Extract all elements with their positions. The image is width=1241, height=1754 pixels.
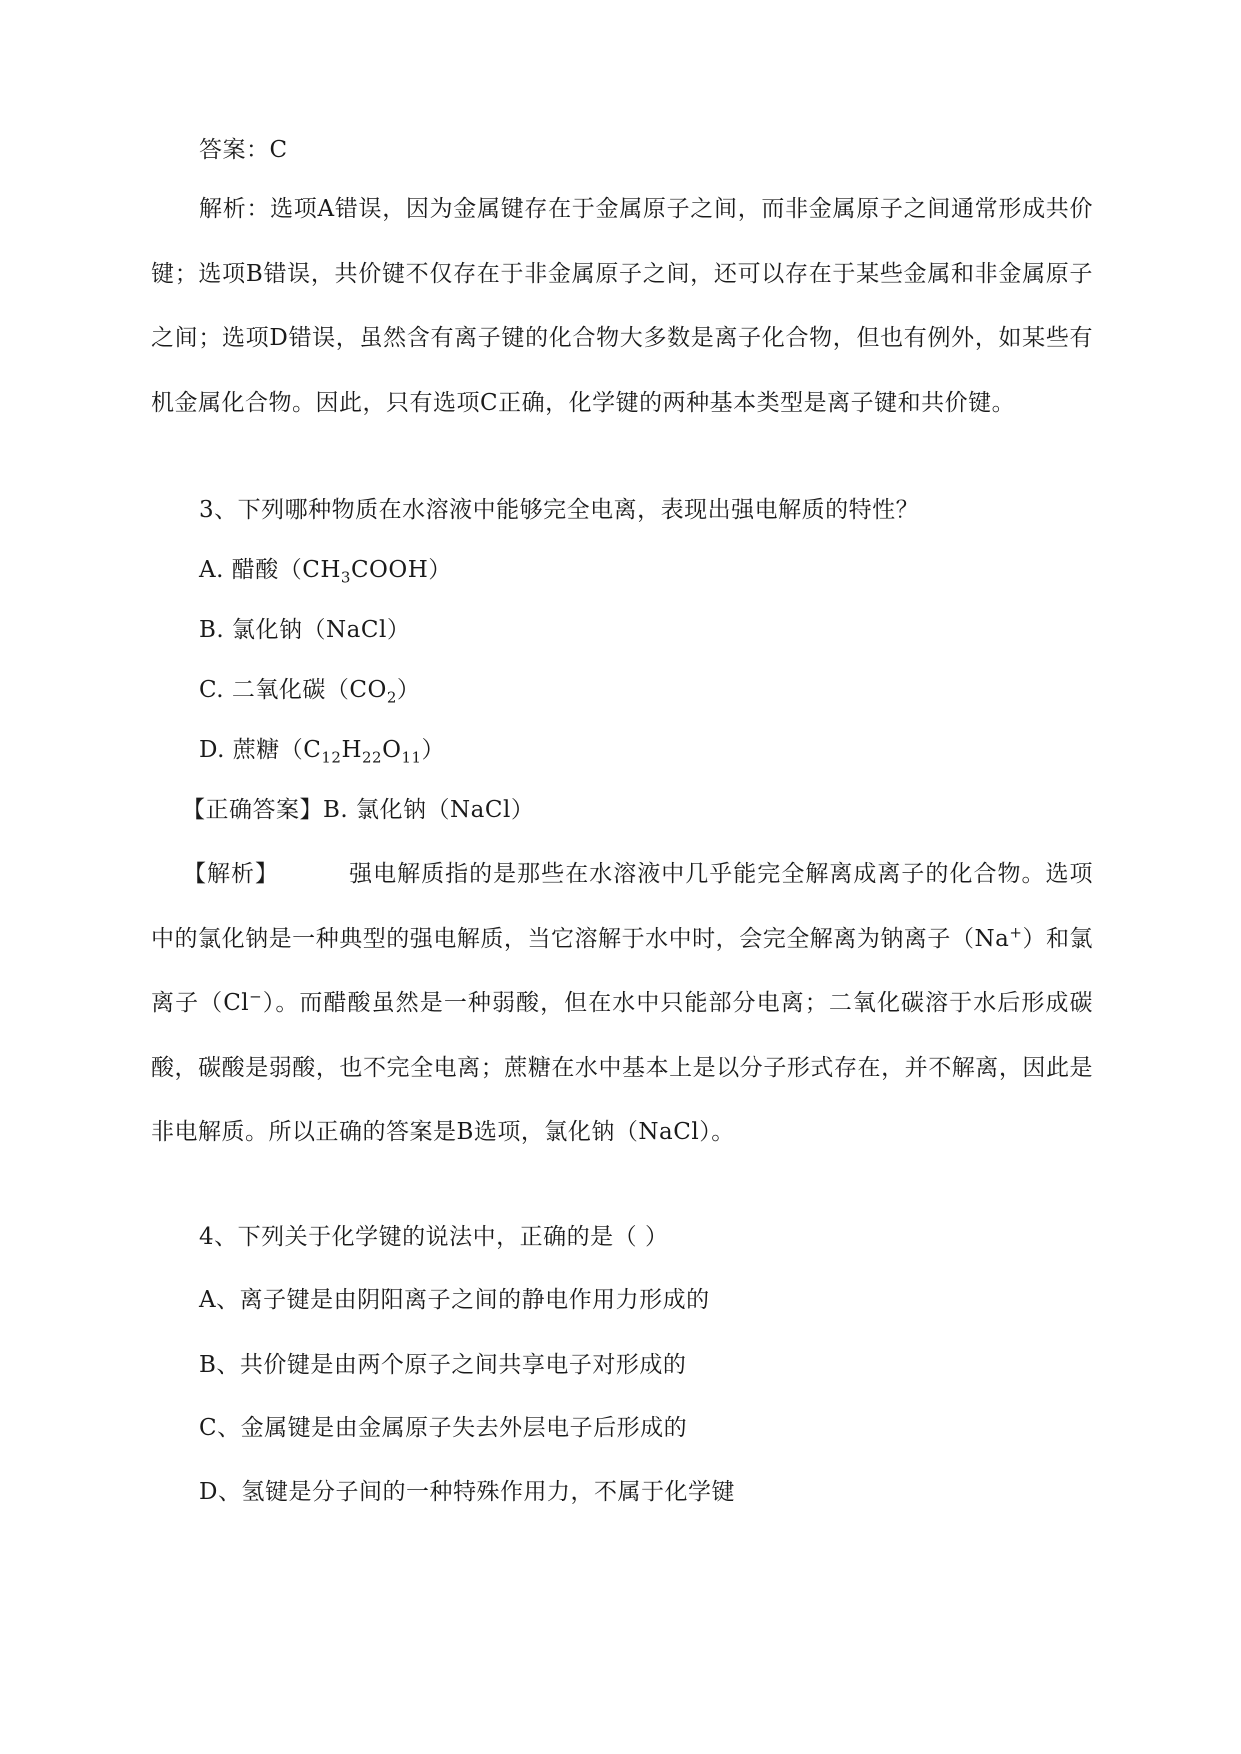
- q3-option-d-mid2: O: [382, 737, 402, 763]
- q4-option-c: C、金属键是由金属原子失去外层电子后形成的: [199, 1415, 688, 1441]
- q3-option-d-sub1: 12: [321, 748, 342, 767]
- q4-option-d: D、氢键是分子间的一种特殊作用力，不属于化学键: [199, 1479, 735, 1505]
- q4-option-a: A、离子键是由阴阳离子之间的静电作用力形成的: [199, 1287, 710, 1313]
- q3-option-b: B. 氯化钠（NaCl）: [199, 617, 411, 643]
- q2-explanation: 解析：选项A错误，因为金属键存在于金属原子之间，而非金属原子之间通常形成共价键；选项B错误，共价键不仅存在于非金属原子之间，还可以存在于某些金属和非金属原子之间；选项D错误，虽然含有离子键的化合物大多数是离子化合物，但也有例外，如某些有机金属化合物。因此，只有选项C正确，化学键的两种基本类型是离子键和共价键。: [151, 196, 1093, 416]
- q3-option-c: [199, 675, 1139, 705]
- q3-option-c-sub: 2: [386, 688, 397, 707]
- q3-option-d-suffix: ）: [421, 737, 446, 763]
- q4-option-b: B、共价键是由两个原子之间共享电子对形成的: [199, 1352, 687, 1378]
- q3-correct-answer: 【正确答案】B. 氯化钠（NaCl）: [182, 797, 535, 823]
- q3-analysis: [151, 842, 1093, 1165]
- q3-analysis-sup2: −: [249, 987, 263, 1006]
- q3-option-d: [199, 735, 1139, 765]
- q3-analysis-part2: ）和氯离子（Cl: [151, 925, 1094, 1016]
- q3-question: 3、下列哪种物质在水溶液中能够完全电离，表现出强电解质的特性？: [199, 497, 920, 523]
- q4-question: 4、下列关于化学键的说法中，正确的是（ ）: [199, 1224, 669, 1250]
- q3-analysis-part3: ）。而醋酸虽然是一种弱酸，但在水中只能部分电离；二氧化碳溶于水后形成碳酸，碳酸是弱酸，也不完全电离；蔗糖在水中基本上是以分子形式存在，并不解离，因此是非电解质。所以正确的答案是B选项，氯化钠（NaCl）。: [151, 990, 1093, 1145]
- q3-option-a-sub: 3: [340, 568, 351, 587]
- q3-option-a-prefix: A. 醋酸（CH: [199, 557, 341, 583]
- q3-option-a-suffix: COOH）: [350, 557, 452, 583]
- q3-option-d-prefix: D. 蔗糖（C: [199, 737, 322, 763]
- q3-option-c-prefix: C. 二氧化碳（CO: [199, 677, 387, 703]
- q3-option-d-sub2: 22: [362, 748, 383, 767]
- q3-analysis-sup1: +: [1009, 922, 1023, 941]
- q3-option-d-sub3: 11: [401, 748, 422, 767]
- q3-option-d-mid1: H: [341, 737, 362, 763]
- q3-option-a: [199, 555, 1139, 585]
- q3-analysis-part1: 强电解质指的是那些在水溶液中几乎能完全解离成离子的化合物。选项中的氯化钠是一种典型的强电解质，当它溶解于水中时，会完全解离为钠离子（Na: [151, 861, 1094, 952]
- q3-option-c-suffix: ）: [396, 677, 421, 703]
- q3-analysis-tag: 【解析】: [183, 861, 280, 887]
- q2-answer: 答案：C: [199, 137, 288, 163]
